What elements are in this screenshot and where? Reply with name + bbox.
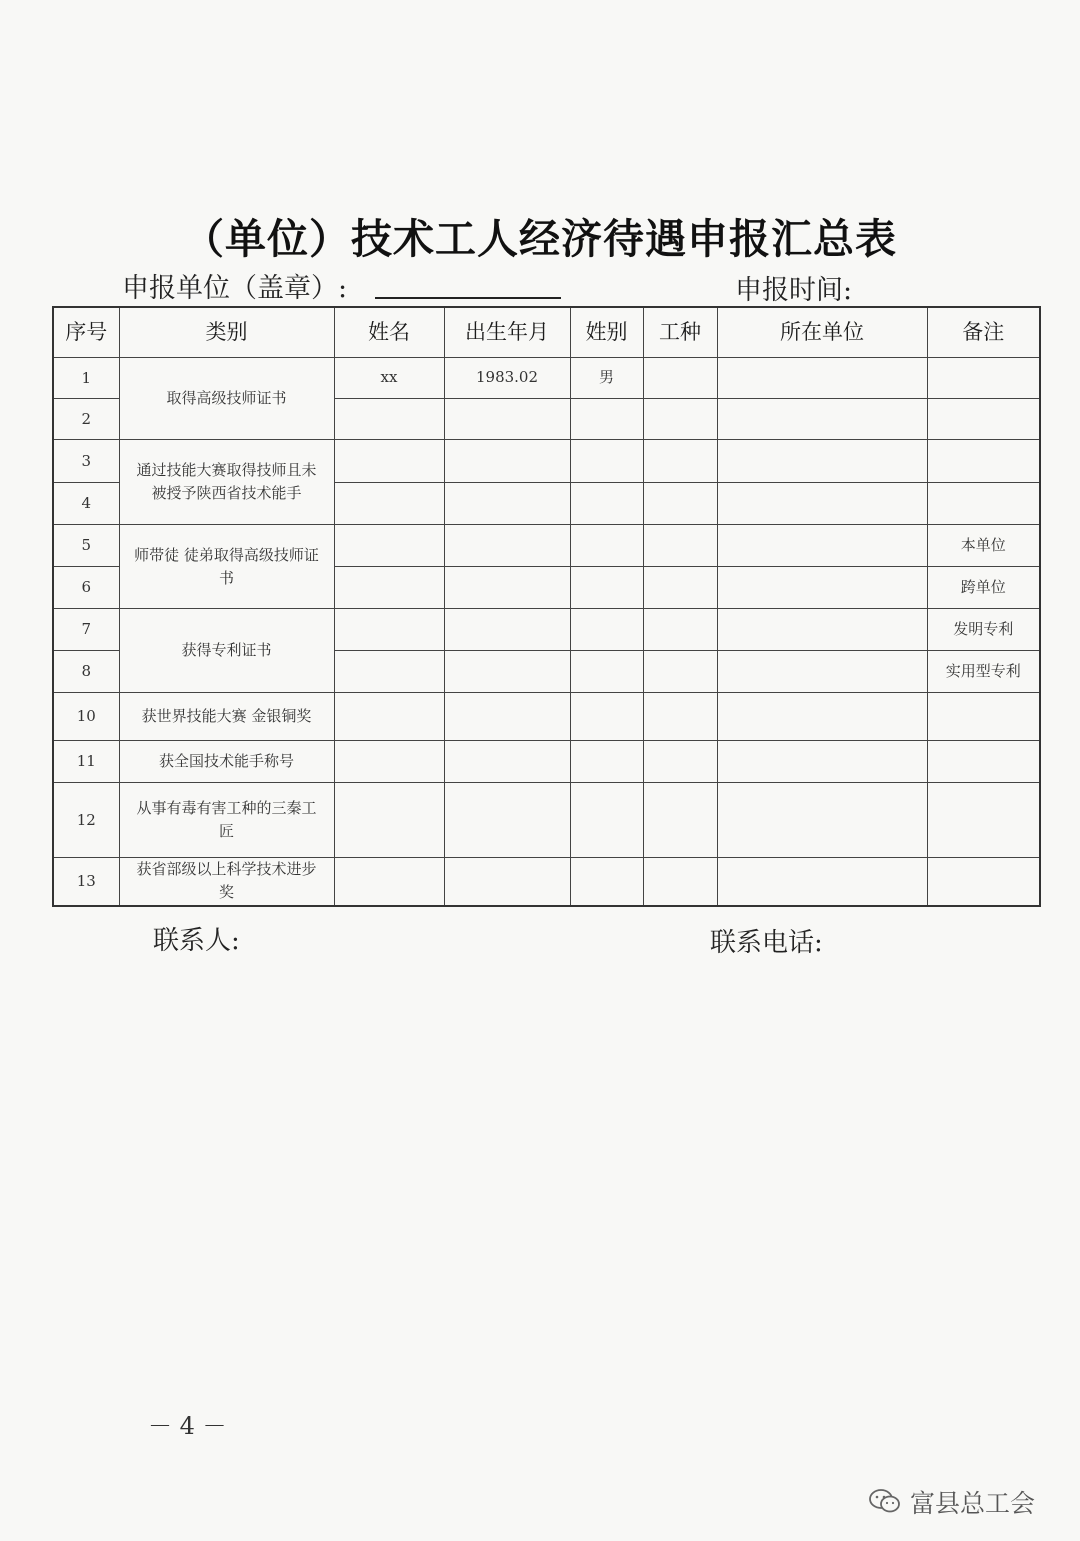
cell-birth bbox=[444, 567, 570, 609]
cell-gender bbox=[570, 567, 643, 609]
cell-birth bbox=[444, 693, 570, 741]
table-row bbox=[53, 693, 1040, 741]
cell-trade bbox=[643, 525, 717, 567]
cell-trade bbox=[643, 609, 717, 651]
header-gender: 姓别 bbox=[570, 307, 643, 358]
cell-name bbox=[334, 693, 444, 741]
cell-unit bbox=[717, 741, 927, 783]
cell-trade bbox=[643, 567, 717, 609]
brand-name: 富县总工会 bbox=[910, 1489, 1036, 1518]
cell-unit bbox=[717, 651, 927, 693]
row-seq: 10 bbox=[53, 693, 119, 741]
cell-name bbox=[334, 399, 444, 440]
reporting-time-label: 申报时间: bbox=[735, 275, 853, 306]
row-category: 获省部级以上科学技术进步奖 bbox=[119, 858, 334, 906]
cell-birth bbox=[444, 440, 570, 483]
cell-trade bbox=[643, 741, 717, 783]
row-seq: 7 bbox=[53, 609, 119, 651]
row-seq: 4 bbox=[53, 483, 119, 525]
row-seq: 2 bbox=[53, 399, 119, 440]
cell-note bbox=[927, 358, 1040, 399]
header-seq: 序号 bbox=[53, 307, 119, 358]
cell-birth: 1983.02 bbox=[444, 358, 570, 399]
cell-unit bbox=[717, 858, 927, 906]
cell-birth bbox=[444, 858, 570, 906]
header-trade: 工种 bbox=[643, 307, 717, 358]
cell-gender bbox=[570, 399, 643, 440]
cell-note bbox=[927, 783, 1040, 858]
cell-name bbox=[334, 741, 444, 783]
row-seq: 8 bbox=[53, 651, 119, 693]
cell-gender bbox=[570, 693, 643, 741]
row-seq: 12 bbox=[53, 783, 119, 858]
cell-unit bbox=[717, 399, 927, 440]
cell-trade bbox=[643, 693, 717, 741]
cell-name bbox=[334, 525, 444, 567]
reporting-unit-blank bbox=[375, 297, 561, 299]
cell-note: 发明专利 bbox=[927, 609, 1040, 651]
cell-gender bbox=[570, 651, 643, 693]
table-row bbox=[53, 440, 1040, 483]
cell-note bbox=[927, 440, 1040, 483]
form-title: （单位）技术工人经济待遇申报汇总表 bbox=[183, 215, 897, 263]
table-row bbox=[53, 358, 1040, 399]
cell-gender bbox=[570, 858, 643, 906]
cell-gender bbox=[570, 609, 643, 651]
summary-table bbox=[52, 306, 1041, 907]
cell-note bbox=[927, 858, 1040, 906]
row-seq: 1 bbox=[53, 358, 119, 399]
cell-unit bbox=[717, 483, 927, 525]
cell-unit bbox=[717, 567, 927, 609]
row-category: 师带徒 徒弟取得高级技师证书 bbox=[119, 525, 334, 609]
cell-trade bbox=[643, 651, 717, 693]
cell-unit bbox=[717, 440, 927, 483]
cell-birth bbox=[444, 399, 570, 440]
row-category: 通过技能大赛取得技师且未被授予陕西省技术能手 bbox=[119, 440, 334, 525]
cell-trade bbox=[643, 783, 717, 858]
table-row bbox=[53, 783, 1040, 858]
contact-person-label: 联系人: bbox=[153, 926, 240, 956]
cell-name bbox=[334, 651, 444, 693]
cell-gender bbox=[570, 440, 643, 483]
reporting-unit-label: 申报单位（盖章）: bbox=[122, 273, 348, 304]
cell-trade bbox=[643, 358, 717, 399]
cell-name bbox=[334, 483, 444, 525]
cell-gender bbox=[570, 741, 643, 783]
cell-note bbox=[927, 483, 1040, 525]
cell-note: 跨单位 bbox=[927, 567, 1040, 609]
cell-gender bbox=[570, 783, 643, 858]
cell-birth bbox=[444, 525, 570, 567]
header-name: 姓名 bbox=[334, 307, 444, 358]
cell-note bbox=[927, 693, 1040, 741]
row-category: 获全国技术能手称号 bbox=[119, 741, 334, 783]
cell-trade bbox=[643, 858, 717, 906]
row-seq: 6 bbox=[53, 567, 119, 609]
cell-birth bbox=[444, 741, 570, 783]
contact-phone-label: 联系电话: bbox=[710, 928, 823, 958]
table-body bbox=[53, 358, 1040, 906]
row-seq: 5 bbox=[53, 525, 119, 567]
row-category: 获世界技能大赛 金银铜奖 bbox=[119, 693, 334, 741]
cell-name bbox=[334, 858, 444, 906]
cell-note: 本单位 bbox=[927, 525, 1040, 567]
cell-gender bbox=[570, 525, 643, 567]
header-unit: 所在单位 bbox=[717, 307, 927, 358]
row-category: 从事有毒有害工种的三秦工匠 bbox=[119, 783, 334, 858]
cell-trade bbox=[643, 483, 717, 525]
cell-note bbox=[927, 741, 1040, 783]
cell-name bbox=[334, 440, 444, 483]
cell-note bbox=[927, 399, 1040, 440]
table-row bbox=[53, 858, 1040, 906]
cell-birth bbox=[444, 609, 570, 651]
cell-trade bbox=[643, 440, 717, 483]
cell-note: 实用型专利 bbox=[927, 651, 1040, 693]
cell-unit bbox=[717, 358, 927, 399]
row-seq: 11 bbox=[53, 741, 119, 783]
header-note: 备注 bbox=[927, 307, 1040, 358]
wechat-watermark bbox=[868, 1484, 1058, 1520]
cell-trade bbox=[643, 399, 717, 440]
cell-name bbox=[334, 783, 444, 858]
cell-name bbox=[334, 567, 444, 609]
cell-birth bbox=[444, 783, 570, 858]
cell-birth bbox=[444, 651, 570, 693]
row-seq: 13 bbox=[53, 858, 119, 906]
header-birth: 出生年月 bbox=[444, 307, 570, 358]
cell-gender: 男 bbox=[570, 358, 643, 399]
wechat-icon bbox=[868, 1488, 902, 1514]
cell-unit bbox=[717, 525, 927, 567]
page-number: － 4 － bbox=[148, 1412, 227, 1440]
table-row bbox=[53, 525, 1040, 567]
table-row bbox=[53, 609, 1040, 651]
cell-name bbox=[334, 609, 444, 651]
row-seq: 3 bbox=[53, 440, 119, 483]
row-category: 获得专利证书 bbox=[119, 609, 334, 693]
cell-birth bbox=[444, 483, 570, 525]
row-category: 取得高级技师证书 bbox=[119, 358, 334, 440]
cell-unit bbox=[717, 609, 927, 651]
cell-gender bbox=[570, 483, 643, 525]
cell-name: xx bbox=[334, 358, 444, 399]
cell-unit bbox=[717, 693, 927, 741]
header-category: 类别 bbox=[119, 307, 334, 358]
cell-unit bbox=[717, 783, 927, 858]
table-header-row bbox=[53, 307, 1040, 358]
table-row bbox=[53, 741, 1040, 783]
